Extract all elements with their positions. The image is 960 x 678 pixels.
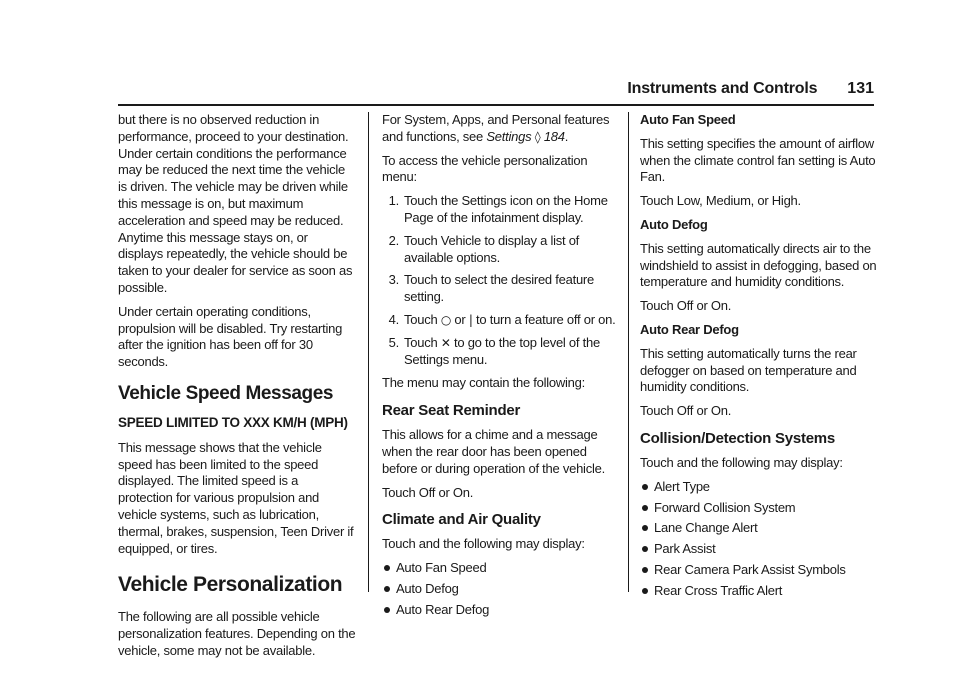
step-text <box>404 312 615 329</box>
heading-speed-limited: SPEED LIMITED TO XXX KM/H (MPH) <box>118 414 348 430</box>
paragraph: Touch Off or On. <box>640 403 732 419</box>
climate-bullet-list <box>382 560 620 618</box>
heading-vehicle-personalization: Vehicle Personalization <box>118 573 343 597</box>
text: For System, Apps, and Personal features and functions, see <box>382 112 610 144</box>
list-item <box>382 312 620 329</box>
text: Touch <box>404 311 441 327</box>
column-2 <box>382 112 620 626</box>
list-item <box>382 335 620 369</box>
page-ref-arrow-icon: ◊ <box>534 129 541 144</box>
heading-rear-seat-reminder: Rear Seat Reminder <box>382 402 521 420</box>
close-icon: ✕ <box>440 335 451 350</box>
bullet-icon <box>642 546 648 552</box>
list-item <box>382 560 620 577</box>
step-text: Touch the Settings icon on the Home Page of the infotainment display. <box>404 193 608 225</box>
paragraph: To access the vehicle personalization menu: <box>382 152 588 185</box>
bullet-text: Auto Fan Speed <box>396 560 487 576</box>
paragraph: Touch Low, Medium, or High. <box>640 193 801 209</box>
bullet-text: Auto Rear Defog <box>396 601 490 617</box>
text: to go to the top level of the Settings menu. <box>404 334 600 367</box>
bullet-text: Lane Change Alert <box>654 520 758 536</box>
list-item <box>382 233 620 267</box>
text: to turn a feature off or on. <box>472 311 616 327</box>
step-number: 1. <box>388 193 399 209</box>
paragraph: This setting automatically turns the rear defogger on based on temperature and humidity conditions. <box>640 345 857 395</box>
header-divider <box>118 104 874 106</box>
column-divider-2 <box>628 112 629 592</box>
page-number: 131 <box>847 80 874 97</box>
paragraph: This allows for a chime and a message when the rear door has been opened before or during operation of the vehicle. <box>382 427 605 476</box>
paragraph: This message shows that the vehicle speed has been limited to the speed displayed. The limited speed is a protection for various propulsion and vehicle systems, such as lubrication, thermal, brakes, suspension, Teen Driver if equipped, or tires. <box>118 439 354 556</box>
text: Touch <box>404 334 441 350</box>
list-item <box>640 562 878 579</box>
bullet-text: Forward Collision System <box>654 499 796 515</box>
paragraph: The menu may contain the following: <box>382 375 585 391</box>
bullet-icon <box>384 586 390 592</box>
toggle-on-icon: | <box>468 312 473 327</box>
list-item <box>640 583 878 600</box>
step-number: 2. <box>388 232 399 248</box>
text: . <box>564 128 569 144</box>
bullet-text: Rear Cross Traffic Alert <box>654 582 783 598</box>
heading-collision-detection: Collision/Detection Systems <box>640 429 835 447</box>
bullet-icon <box>384 565 390 571</box>
paragraph: Under certain operating conditions, propulsion will be disabled. Try restarting after the ignition has been off for 30 seconds. <box>118 303 343 370</box>
step-text: Touch to select the desired feature setting. <box>404 272 594 305</box>
paragraph-settings-ref <box>382 112 620 146</box>
bullet-icon <box>384 607 390 613</box>
settings-page-ref[interactable]: 184 <box>543 128 565 144</box>
paragraph: Touch Off or On. <box>382 484 474 500</box>
list-item <box>382 272 620 306</box>
bullet-icon <box>642 588 648 594</box>
bullet-text: Rear Camera Park Assist Symbols <box>654 561 846 577</box>
toggle-off-icon: ○ <box>440 312 452 327</box>
section-title: Instruments and Controls <box>627 80 818 97</box>
list-item <box>640 520 878 537</box>
bullet-icon <box>642 567 648 573</box>
column-3 <box>640 112 878 607</box>
steps-list <box>382 193 620 368</box>
step-number: 3. <box>388 272 399 288</box>
paragraph: Touch and the following may display: <box>640 454 843 470</box>
text: or <box>451 311 469 327</box>
paragraph: This setting specifies the amount of airflow when the climate control fan setting is Auto Fan. <box>640 135 876 185</box>
list-item <box>640 500 878 517</box>
label-auto-defog: Auto Defog <box>640 216 708 232</box>
bullet-icon <box>642 505 648 511</box>
list-item <box>640 541 878 558</box>
paragraph: This setting automatically directs air to the windshield to assist in defogging, based on temperature and humidity conditions. <box>640 240 877 290</box>
step-text <box>404 335 620 369</box>
paragraph: Touch Off or On. <box>640 298 732 314</box>
settings-link[interactable]: Settings <box>486 128 532 144</box>
heading-climate-air-quality: Climate and Air Quality <box>382 511 541 529</box>
paragraph: Touch and the following may display: <box>382 536 585 552</box>
list-item <box>382 193 620 227</box>
step-number: 4. <box>388 311 399 327</box>
paragraph: but there is no observed reduction in performance, proceed to your destination. Under certain conditions the performance may be reduced the next time the vehicle is driven. The vehicle may be driven while this message is on, but maximum acceleration and speed may be reduced. Anytime this message stays on, or displays repeatedly, the vehicle should be taken to your dealer for service as soon as possible. <box>118 112 353 295</box>
bullet-text: Auto Defog <box>396 580 459 596</box>
bullet-text: Alert Type <box>654 478 710 494</box>
bullet-icon <box>642 484 648 490</box>
list-item <box>640 479 878 496</box>
label-auto-fan-speed: Auto Fan Speed <box>640 112 736 127</box>
list-item <box>382 602 620 619</box>
heading-vehicle-speed-messages: Vehicle Speed Messages <box>118 382 334 404</box>
label-auto-rear-defog: Auto Rear Defog <box>640 321 739 337</box>
list-item <box>382 581 620 598</box>
bullet-icon <box>642 525 648 531</box>
step-text: Touch Vehicle to display a list of available options. <box>404 232 580 265</box>
collision-bullet-list <box>640 479 878 600</box>
step-number: 5. <box>388 334 399 350</box>
bullet-text: Park Assist <box>654 541 716 557</box>
column-1 <box>118 112 356 667</box>
paragraph: The following are all possible vehicle personalization features. Depending on the vehicle, some may not be available. <box>118 609 356 658</box>
page-header <box>627 80 874 98</box>
column-divider-1 <box>368 112 369 592</box>
